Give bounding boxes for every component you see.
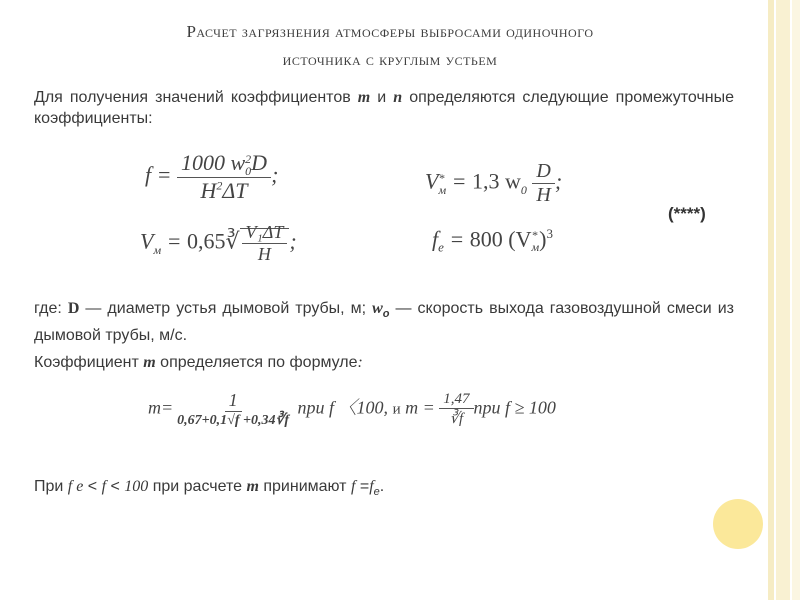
decor-stripe: [776, 0, 790, 600]
formula-marker: (****): [668, 204, 706, 223]
formula-fe: $f_e = 800$ (V * м )$^3$: [432, 226, 553, 255]
formula-f: f = 1000 w 2 0 D $H^2\Delta T$ ;: [145, 150, 279, 203]
var-n: n: [393, 89, 403, 106]
intro-text: и: [370, 89, 394, 106]
decor-stripe: [768, 0, 774, 600]
decor-circle: [713, 499, 763, 549]
formula-m: m= $\frac{1}{0,67+0,1√f +0,34∛f}$ при f 〈100, и m = $\frac{1,47}{∛f}$ при f ≥ 100: [148, 390, 556, 428]
where-paragraph: где: D — диаметр устья дымовой трубы, м; $w_o$ — скорость выхода газовоздушной смеси из дымовой трубы, м/с.: [34, 300, 735, 345]
slide-title-line-2: источника с круглым устьем: [282, 50, 498, 69]
intro-paragraph: [34, 87, 734, 129]
var-m: m: [357, 89, 371, 106]
slide-title-line-1: Расчет загрязнения атмосферы выбросами одиночного: [186, 22, 594, 41]
var-D: D: [67, 300, 80, 317]
intro-text: определяются следующие промежуточные коэффициенты:: [34, 89, 735, 127]
intro-text: Для получения значений коэффициентов: [34, 89, 358, 106]
var-m: m: [143, 354, 156, 371]
var-w: w: [372, 300, 383, 317]
formula-vm: $V_м$ = 0,65∛ $\frac{\text{V₁ΔT}}{H}$ ;: [140, 222, 297, 264]
formula-vm-star: V * м = 1,3 $w_0$ $\frac{D}{H}$ ;: [425, 160, 563, 206]
decor-stripe: [792, 0, 800, 600]
condition-paragraph: При f e < f < 100 при расчете m принимают $f =f_e$.: [34, 478, 385, 499]
coef-paragraph: Коэффициент m определяется по формуле:: [34, 354, 363, 371]
